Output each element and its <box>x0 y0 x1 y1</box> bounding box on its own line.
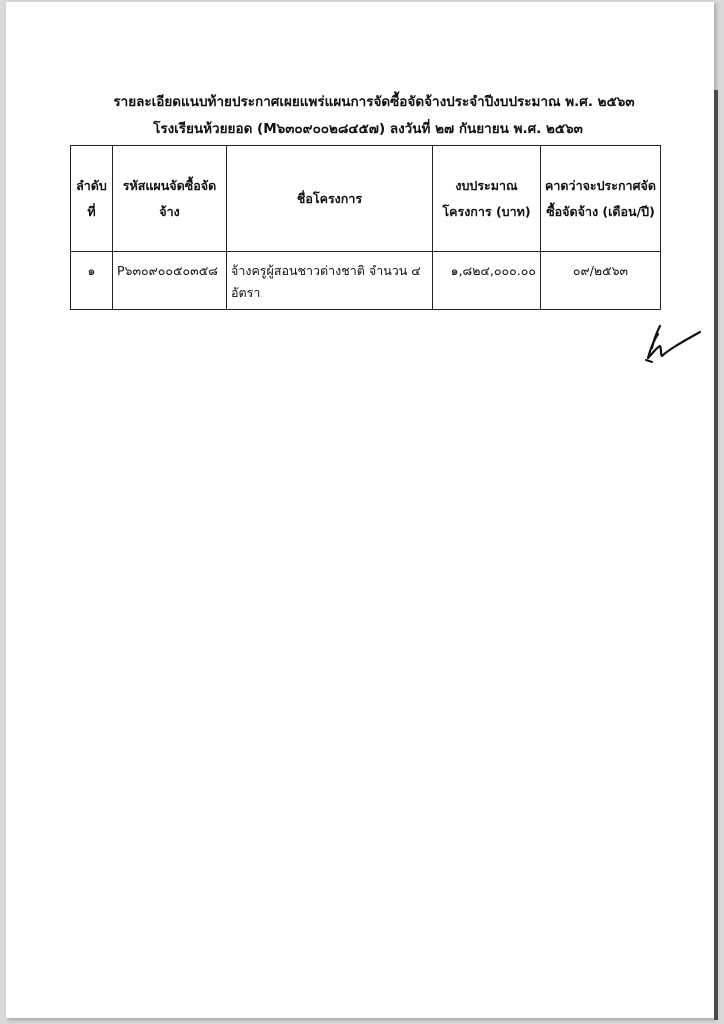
cell-project-name: จ้างครูผู้สอนชาวต่างชาติ จำนวน ๔ อัตรา <box>227 252 433 310</box>
handwritten-signature <box>638 320 706 364</box>
header-expected-date: คาดว่าจะประกาศจัดซื้อจัดจ้าง (เดือน/ปี) <box>541 146 661 252</box>
table-row <box>71 252 661 310</box>
document-page <box>6 2 714 1018</box>
procurement-plan-table <box>70 145 661 310</box>
document-subtitle: โรงเรียนห้วยยอด (M๖๓๐๙๐๐๒๘๔๕๗) ลงวันที่ ๒๗ กันยายน พ.ศ. ๒๕๖๓ <box>153 121 583 137</box>
header-plan-code: รหัสแผนจัดซื้อจัดจ้าง <box>113 146 227 252</box>
page-edge-shadow <box>714 90 718 1020</box>
cell-budget: ๑,๘๒๔,๐๐๐.๐๐ <box>433 252 541 310</box>
header-project-name: ชื่อโครงการ <box>227 146 433 252</box>
cell-expected-date: ๐๙/๒๕๖๓ <box>541 252 661 310</box>
header-no: ลำดับที่ <box>71 146 113 252</box>
header-budget: งบประมาณโครงการ (บาท) <box>433 146 541 252</box>
document-title: รายละเอียดแนบท้ายประกาศเผยแพร่แผนการจัดซื้อจัดจ้างประจำปีงบประมาณ พ.ศ. ๒๕๖๓ <box>113 94 635 110</box>
table-header-row <box>71 146 661 252</box>
cell-no: ๑ <box>71 252 113 310</box>
cell-plan-code: P๖๓๐๙๐๐๕๐๓๕๘ <box>113 252 227 310</box>
